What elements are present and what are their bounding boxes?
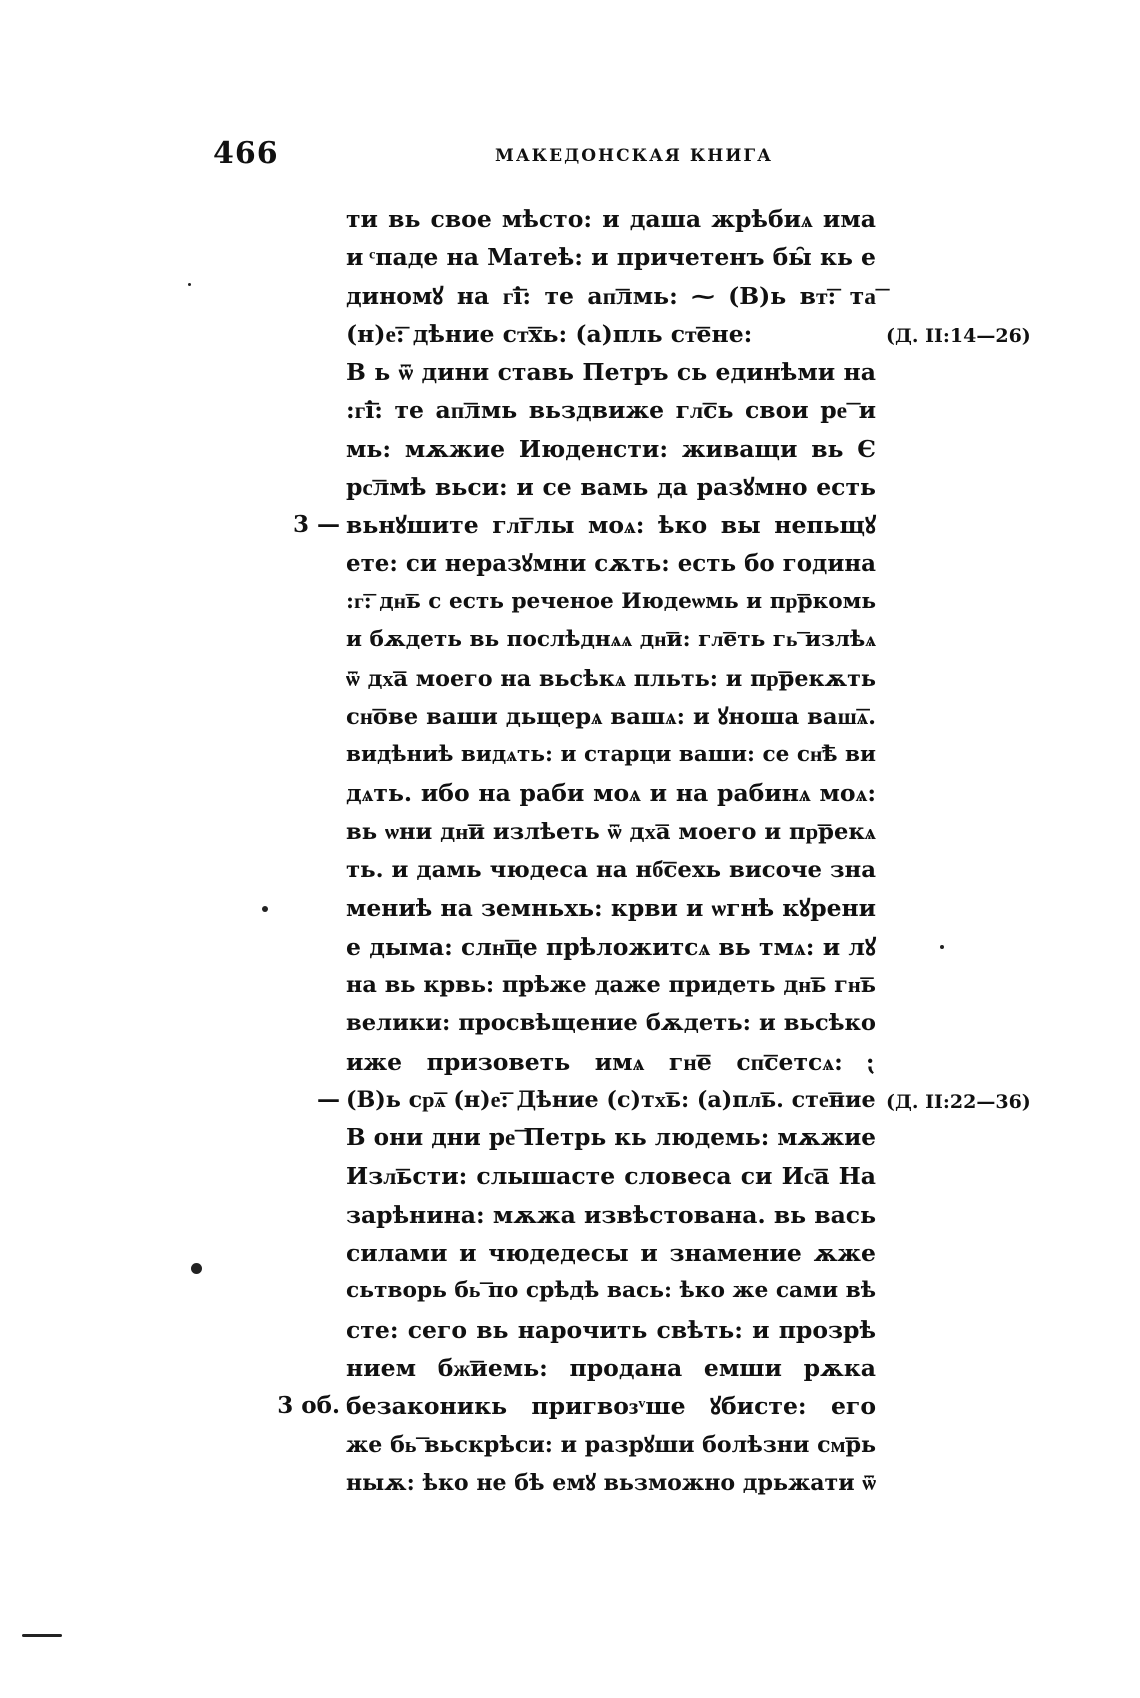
text-line-content: на вь крвь: прѣже даже придеть дн͞ь гн͞ь [346,971,876,998]
scan-speck [191,1263,202,1274]
text-line-content: вь ѡни дн͞и излѣеть ѿ дх͞а моего и пр͞рекѧ [346,818,876,845]
scan-speck [22,1634,62,1637]
text-line-content: и ͨпаде на Матеѣ: и причетенъ бы̑ кь е [346,243,876,272]
text-line-content: мь: мѫжие Июденсти: живащи вь Є [346,434,876,463]
text-line [346,391,876,429]
scan-speck [262,906,268,912]
text-line-content: рс͞лмѣ вьси: и се вамь да разꙋмно есть [346,473,876,502]
text-line-content: нием бж͞иемь: продана емши рѫка [346,1353,876,1382]
text-line [346,1004,876,1042]
text-line-content: сн͞ове ваши дьщерѧ вашѧ: и ꙋноша ваш͞ѧ. [346,703,876,730]
text-line [346,353,876,391]
text-line-content: и бѫдеть вь послѣднѧѧ дн͞и: гл͞еть гь͞ излѣѧ [346,627,876,653]
text-line-content: Изл͞ьсти: слышасте словеса си Ис͞а На [346,1162,876,1191]
text-line [346,621,876,659]
text-line-content: В они дни ре͞ Петрь кь людемь: мѫжие [346,1124,876,1152]
text-line-content: диномꙋ на г͞і: те ап͞лмь: ⁓ (В)ь вт͞: та͞ [346,281,876,310]
text-line-content: сьтворь бь͞ по срѣдѣ вась: ѣко же сами вѣ [346,1278,876,1304]
text-line [346,1196,876,1234]
text-line-content: ть. и дамь чюдеса на нб͞сехь височе зна [346,857,876,884]
text-line [317,1081,1031,1119]
text-line [346,889,876,927]
text-line-content: ныѫ: ѣко не бѣ емꙋ вьзможно дрьжати ѿ [346,1469,876,1496]
text-line-content: сте: сего вь нарочить свѣть: и прозрѣ [346,1315,876,1344]
text-line [346,774,876,812]
text-line-content: :г͞і: те ап͞лмь вьздвиже гл͞сь свои ре͞ и [346,396,876,425]
text-line-content: иже призоветь имѧ гн͞е сп͞сетсѧ: ⁏ [346,1047,876,1076]
text-line [346,1349,876,1387]
text-line [277,1387,876,1425]
text-line [346,430,876,468]
text-line [346,468,876,506]
text-line [346,545,876,583]
text-line-content: мениѣ на земньхь: крви и ѡгнѣ кꙋрени [346,894,876,923]
scripture-reference: (Д. II:14—26) [886,324,1031,347]
text-line [346,1464,876,1502]
text-line [346,1311,876,1349]
text-line [346,736,876,774]
body-text [277,200,1031,1502]
text-line-content: ти вь свое мѣсто: и даша жрѣбиѧ има [346,205,876,233]
text-line [346,583,876,621]
text-line-content: ѿ дх͞а моего на вьсѣкѧ пльть: и пр͞рекѫть [346,665,876,692]
text-line-content: вьнꙋшите гл͞глы моѧ: ѣко вы непьщꙋ [346,511,876,540]
text-line [346,1272,876,1310]
text-line [346,966,876,1004]
text-line-content: же бь͞ вьскрѣси: и разрꙋши болѣзни см͞рь [346,1431,876,1458]
text-line [346,277,876,315]
text-line [292,506,876,544]
text-line [346,200,876,238]
text-line-content: (В)ь ср͞ѧ (н)е͞: Дѣние (с)тх͞ь: (а)пл͞ь. сте͞ние [346,1086,876,1113]
text-line [346,315,1031,353]
text-line-content: дѧть. ибо на раби моѧ и на рабинѧ моѧ: [346,779,876,808]
scan-speck [188,283,191,286]
text-line-content: велики: просвѣщение бѫдеть: и вьсѣко [346,1010,876,1037]
text-line [346,660,876,698]
text-line-content: ете: си неразꙋмни сѫть: есть бо година [346,549,876,577]
text-line-content: В ь ѿ дини ставь Петръ сь единѣми на [346,358,876,387]
text-line-content: :г͞: дн͞ь с есть реченое Июдеѡмь и пр͞ркомь [346,588,876,614]
scan-speck [940,945,944,949]
text-line-content: (н)е͞: дѣние ст͞хь: (а)пль ст͞ене: [346,319,753,348]
text-line [346,1426,876,1464]
folio-marker: 3 — [292,511,340,539]
text-line [346,1157,876,1195]
text-line [346,851,876,889]
text-line [346,1043,876,1081]
text-line [346,813,876,851]
text-line [346,1119,876,1157]
text-line-content: видѣниѣ видѧть: и старци ваши: се сн͞ѣ ви [346,742,876,768]
text-line [346,238,876,276]
folio-marker: 3 об. [277,1392,340,1420]
folio-marker: — [317,1085,340,1113]
scripture-reference: (Д. II:22—36) [886,1090,1031,1113]
text-line [346,928,876,966]
running-title: МАКЕДОНСКАЯ КНИГА [495,146,773,166]
text-line [346,1234,876,1272]
text-line [346,698,876,736]
text-line-content: безаконикь пригвозͮше ꙋбисте: его [346,1392,876,1421]
text-line-content: зарѣнина: мѫжа извѣстована. вь вась [346,1200,876,1229]
text-line-content: силами и чюдедесы и знамение ѫже [346,1239,876,1268]
text-line-content: е дыма: слн͞це прѣложитсѧ вь тмѧ: и лꙋ [346,932,876,961]
page-number: 466 [213,136,279,171]
